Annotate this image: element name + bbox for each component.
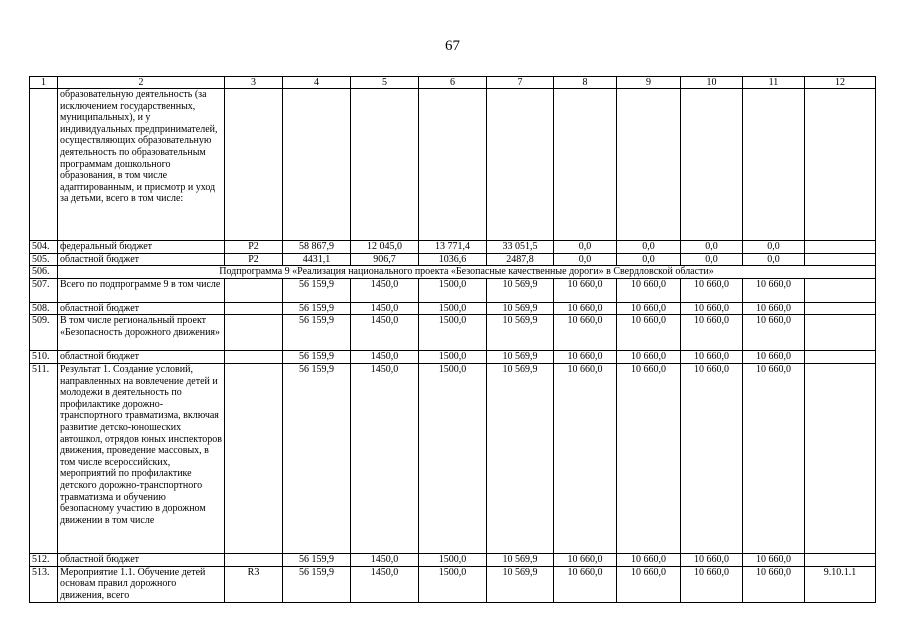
row-description: Всего по подпрограмме 9 в том числе <box>58 278 225 302</box>
row-description: Мероприятие 1.1. Обучение детей основам правил дорожного движения, всего <box>58 566 225 602</box>
amount-cell: 12 045,0 <box>351 241 419 254</box>
table-row <box>30 363 876 553</box>
amount-cell: 10 569,9 <box>487 302 554 315</box>
column-number-header: 4 <box>283 77 351 89</box>
amount-cell: 56 159,9 <box>283 553 351 566</box>
amount-cell: 10 660,0 <box>681 553 743 566</box>
page-number: 67 <box>445 38 460 54</box>
amount-cell: 1500,0 <box>419 566 487 602</box>
amount-cell: 10 660,0 <box>743 566 805 602</box>
amount-cell: 10 660,0 <box>681 351 743 364</box>
amount-cell: 0,0 <box>617 253 681 266</box>
amount-cell: 1450,0 <box>351 315 419 351</box>
table-body <box>30 77 876 603</box>
row-number: 512. <box>30 553 58 566</box>
amount-cell: 10 569,9 <box>487 363 554 553</box>
amount-cell <box>283 89 351 241</box>
amount-cell: 10 660,0 <box>617 553 681 566</box>
target-indicator: 9.10.1.1 <box>805 566 876 602</box>
amount-cell: 1450,0 <box>351 553 419 566</box>
amount-cell: 10 660,0 <box>617 278 681 302</box>
amount-cell: 56 159,9 <box>283 566 351 602</box>
amount-cell: 10 660,0 <box>554 363 617 553</box>
amount-cell: 10 660,0 <box>743 351 805 364</box>
column-number-header: 12 <box>805 77 876 89</box>
target-indicator <box>805 363 876 553</box>
budget-code <box>225 302 283 315</box>
column-number-header: 11 <box>743 77 805 89</box>
amount-cell: 2487,8 <box>487 253 554 266</box>
amount-cell: 1450,0 <box>351 278 419 302</box>
table-row <box>30 241 876 254</box>
amount-cell <box>617 89 681 241</box>
amount-cell: 906,7 <box>351 253 419 266</box>
table-row <box>30 351 876 364</box>
amount-cell: 0,0 <box>743 253 805 266</box>
budget-code <box>225 363 283 553</box>
amount-cell: 10 660,0 <box>681 363 743 553</box>
row-number: 508. <box>30 302 58 315</box>
amount-cell: 10 660,0 <box>554 278 617 302</box>
budget-code <box>225 315 283 351</box>
amount-cell: 0,0 <box>554 241 617 254</box>
target-indicator <box>805 89 876 241</box>
amount-cell: 10 660,0 <box>617 315 681 351</box>
amount-cell: 10 660,0 <box>617 351 681 364</box>
table-row <box>30 553 876 566</box>
amount-cell: 10 660,0 <box>743 302 805 315</box>
row-number: 507. <box>30 278 58 302</box>
amount-cell <box>487 89 554 241</box>
amount-cell: 0,0 <box>681 253 743 266</box>
table-row <box>30 315 876 351</box>
budget-code <box>225 351 283 364</box>
column-number-header: 5 <box>351 77 419 89</box>
amount-cell: 1500,0 <box>419 315 487 351</box>
budget-code <box>225 89 283 241</box>
budget-code: P2 <box>225 241 283 254</box>
row-number: 511. <box>30 363 58 553</box>
amount-cell <box>351 89 419 241</box>
amount-cell: 33 051,5 <box>487 241 554 254</box>
row-number: 513. <box>30 566 58 602</box>
table-row <box>30 253 876 266</box>
row-number: 506. <box>30 266 58 279</box>
table-row <box>30 89 876 241</box>
target-indicator <box>805 302 876 315</box>
column-number-header: 10 <box>681 77 743 89</box>
column-number-header: 8 <box>554 77 617 89</box>
amount-cell: 56 159,9 <box>283 315 351 351</box>
amount-cell: 13 771,4 <box>419 241 487 254</box>
amount-cell <box>419 89 487 241</box>
budget-code <box>225 553 283 566</box>
amount-cell: 10 660,0 <box>554 566 617 602</box>
column-number-header: 1 <box>30 77 58 89</box>
amount-cell: 1500,0 <box>419 302 487 315</box>
budget-code <box>225 278 283 302</box>
amount-cell: 4431,1 <box>283 253 351 266</box>
row-description: образовательную деятельность (за исключением государственных, муниципальных), и у индивидуальных предпринимателей, осуществляющих образовательную деятельность по образовательным программам дошкольного образования, в том числе адаптированным, и присмотр и уход за детьми, всего в том числе: <box>58 89 225 241</box>
amount-cell: 1450,0 <box>351 302 419 315</box>
amount-cell: 0,0 <box>681 241 743 254</box>
amount-cell: 10 660,0 <box>743 315 805 351</box>
amount-cell: 10 569,9 <box>487 278 554 302</box>
row-description: федеральный бюджет <box>58 241 225 254</box>
amount-cell: 10 660,0 <box>743 553 805 566</box>
amount-cell: 56 159,9 <box>283 351 351 364</box>
amount-cell: 10 660,0 <box>681 278 743 302</box>
amount-cell: 1500,0 <box>419 278 487 302</box>
amount-cell: 10 660,0 <box>554 302 617 315</box>
table-row <box>30 302 876 315</box>
amount-cell: 1450,0 <box>351 351 419 364</box>
row-description: областной бюджет <box>58 351 225 364</box>
amount-cell: 1450,0 <box>351 363 419 553</box>
target-indicator <box>805 253 876 266</box>
amount-cell <box>743 89 805 241</box>
amount-cell: 10 660,0 <box>681 315 743 351</box>
amount-cell: 10 660,0 <box>617 302 681 315</box>
amount-cell: 10 660,0 <box>554 351 617 364</box>
amount-cell: 10 660,0 <box>681 302 743 315</box>
target-indicator <box>805 315 876 351</box>
row-description: областной бюджет <box>58 302 225 315</box>
column-number-header: 9 <box>617 77 681 89</box>
amount-cell: 10 660,0 <box>743 363 805 553</box>
column-number-row <box>30 77 876 89</box>
amount-cell: 10 660,0 <box>617 363 681 553</box>
amount-cell: 10 660,0 <box>681 566 743 602</box>
target-indicator <box>805 278 876 302</box>
row-number: 509. <box>30 315 58 351</box>
amount-cell: 10 569,9 <box>487 566 554 602</box>
amount-cell: 10 660,0 <box>617 566 681 602</box>
amount-cell: 58 867,9 <box>283 241 351 254</box>
amount-cell: 1500,0 <box>419 363 487 553</box>
row-description: Результат 1. Создание условий, направленных на вовлечение детей и молодежи в деятельность по профилактике дорожно-транспортного травматизма, включая развитие детско-юношеских автошкол, отрядов юных инспекторов движения, проведение массовых, в том числе всероссийских, мероприятий по профилактике детского дорожно-транспортного травматизма и обучению безопасному участию в дорожном движении в том числе <box>58 363 225 553</box>
amount-cell: 10 660,0 <box>743 278 805 302</box>
row-number <box>30 89 58 241</box>
subprogram-title: Подпрограмма 9 «Реализация национального проекта «Безопасные качественные дороги» в Свердловской области» <box>58 266 876 279</box>
column-number-header: 3 <box>225 77 283 89</box>
subprogram-row <box>30 266 876 279</box>
amount-cell: 10 660,0 <box>554 553 617 566</box>
column-number-header: 7 <box>487 77 554 89</box>
amount-cell: 56 159,9 <box>283 278 351 302</box>
amount-cell <box>554 89 617 241</box>
budget-table <box>29 76 876 603</box>
row-number: 504. <box>30 241 58 254</box>
row-number: 505. <box>30 253 58 266</box>
amount-cell: 56 159,9 <box>283 363 351 553</box>
budget-code: R3 <box>225 566 283 602</box>
target-indicator <box>805 351 876 364</box>
budget-code: P2 <box>225 253 283 266</box>
table-row <box>30 566 876 602</box>
target-indicator <box>805 241 876 254</box>
amount-cell: 10 569,9 <box>487 351 554 364</box>
amount-cell: 1036,6 <box>419 253 487 266</box>
amount-cell <box>681 89 743 241</box>
amount-cell: 56 159,9 <box>283 302 351 315</box>
row-number: 510. <box>30 351 58 364</box>
amount-cell: 1450,0 <box>351 566 419 602</box>
column-number-header: 6 <box>419 77 487 89</box>
table-row <box>30 278 876 302</box>
amount-cell: 10 660,0 <box>554 315 617 351</box>
amount-cell: 1500,0 <box>419 553 487 566</box>
amount-cell: 0,0 <box>743 241 805 254</box>
amount-cell: 10 569,9 <box>487 553 554 566</box>
amount-cell: 0,0 <box>617 241 681 254</box>
amount-cell: 10 569,9 <box>487 315 554 351</box>
amount-cell: 0,0 <box>554 253 617 266</box>
row-description: областной бюджет <box>58 553 225 566</box>
row-description: областной бюджет <box>58 253 225 266</box>
target-indicator <box>805 553 876 566</box>
column-number-header: 2 <box>58 77 225 89</box>
row-description: В том числе региональный проект «Безопасность дорожного движения» <box>58 315 225 351</box>
amount-cell: 1500,0 <box>419 351 487 364</box>
